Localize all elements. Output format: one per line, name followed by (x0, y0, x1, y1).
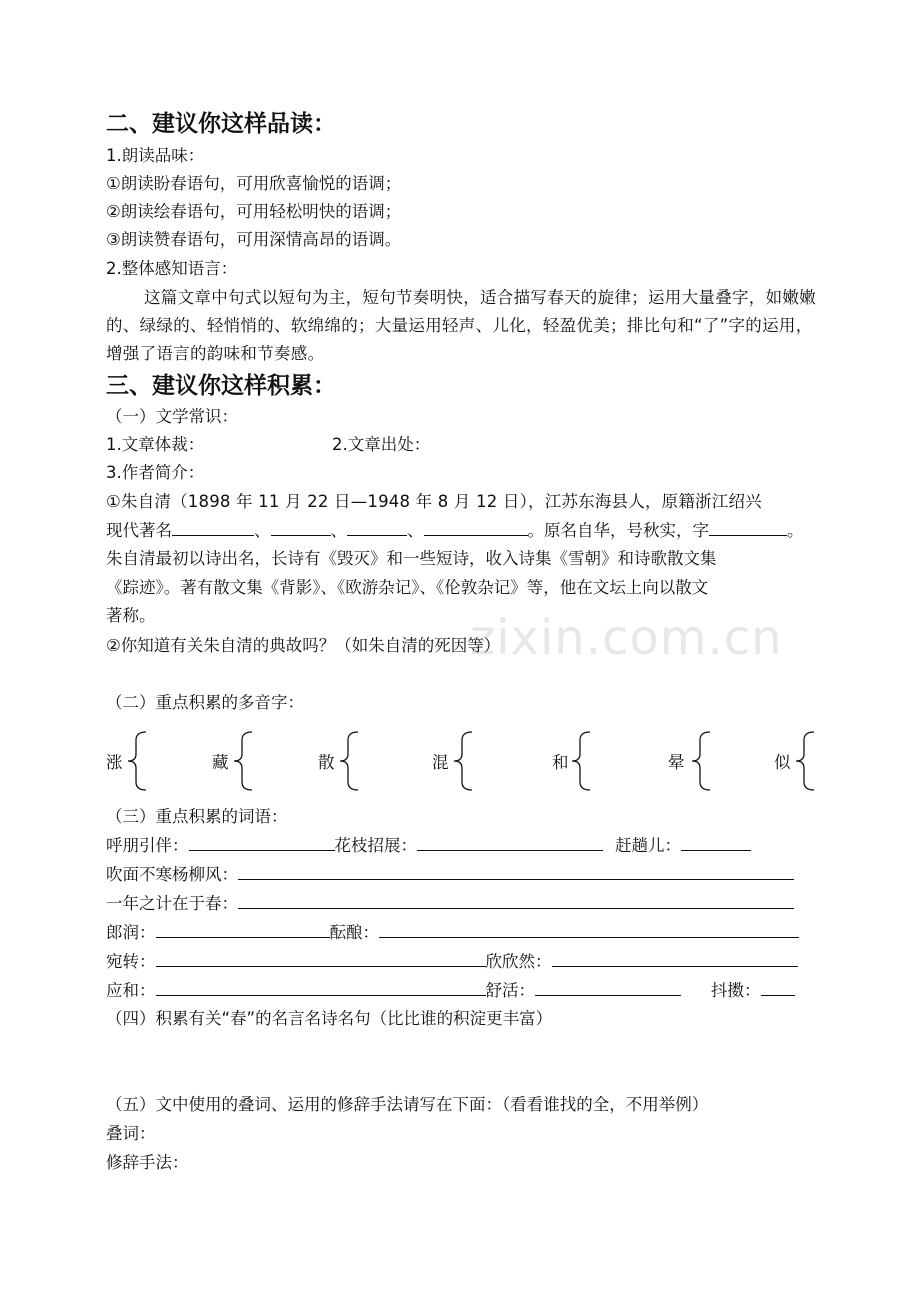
word-blank[interactable] (156, 948, 486, 967)
word-label: 呼朋引伴： (106, 836, 189, 855)
blank-courtesy-name[interactable] (709, 517, 787, 536)
reading-line-1: ①朗读盼春语句，可用欣喜愉悦的语调； (106, 174, 402, 193)
author-line-2-end: 。 (787, 521, 804, 540)
brace-icon (336, 730, 360, 792)
word-row-2 (106, 861, 794, 889)
sub-heading-rhetoric: （五）文中使用的叠词、运用的修辞手法请写在下面：（看看谁找的全，不用举例） (106, 1095, 709, 1114)
polyphone-char: 涨 (106, 753, 123, 772)
author-question: ②你知道有关朱自清的典故吗？（如朱自清的死因等） (106, 636, 501, 655)
word-label: 一年之计在于春： (106, 894, 238, 913)
polyphone-char: 晕 (668, 753, 685, 772)
word-blank[interactable] (535, 977, 681, 996)
word-label: 花枝招展： (334, 836, 417, 855)
watermark: zixin.com.cn (470, 610, 783, 666)
word-label: 宛转： (106, 952, 156, 971)
word-blank[interactable] (417, 832, 603, 851)
source-label: 2.文章出处： (332, 435, 431, 454)
word-label: 郎润： (106, 923, 156, 942)
word-blank[interactable] (761, 977, 795, 996)
author-line-1: ①朱自清（1898 年 11 月 22 日—1948 年 8 月 12 日），江苏东海县人，原籍浙江绍兴 (106, 492, 762, 511)
sub-heading-literature: （一）文学常识： (106, 407, 238, 426)
item-2-label: 2.整体感知语言： (106, 259, 238, 278)
word-row-1 (106, 832, 751, 860)
word-label: 应和： (106, 981, 156, 1000)
word-label: 酝酿： (329, 923, 379, 942)
word-blank[interactable] (156, 919, 330, 938)
polyphone-char: 似 (774, 753, 791, 772)
sub-heading-polyphones: （二）重点积累的多音字： (106, 693, 304, 712)
word-row-6 (106, 977, 795, 1005)
genre-label: 1.文章体裁： (106, 435, 205, 454)
reduplication-label: 叠词： (106, 1124, 156, 1143)
polyphone-char: 和 (552, 753, 569, 772)
word-row-3 (106, 890, 794, 918)
separator-3: 、 (407, 521, 424, 540)
word-row-5 (106, 948, 798, 976)
word-blank[interactable] (189, 832, 335, 851)
author-line-2-mid: 。原名自华，号秋实，字 (527, 521, 709, 540)
separator-1: 、 (254, 521, 271, 540)
polyphone-char: 混 (432, 753, 449, 772)
brace-icon (568, 730, 592, 792)
author-line-2-prefix: 现代著名 (106, 521, 172, 540)
sub-heading-quotes: （四）积累有关“春”的名言名诗名句（比比谁的积淀更丰富） (106, 1009, 553, 1028)
reading-line-3: ③朗读赞春语句，可用深情高昂的语调。 (106, 230, 402, 249)
author-line-2 (106, 517, 804, 545)
author-line-4: 《踪迹》。著有散文集《背影》、《欧游杂记》、《伦敦杂记》等，他在文坛上向以散文 (106, 578, 709, 597)
word-label: 抖擞： (711, 981, 761, 1000)
brace-icon (230, 730, 254, 792)
brace-icon (688, 730, 712, 792)
word-blank[interactable] (552, 948, 798, 967)
reading-line-2: ②朗读绘春语句，可用轻松明快的语调； (106, 202, 402, 221)
word-label: 欣欣然： (485, 952, 552, 971)
word-label: 赶趟儿： (615, 836, 681, 855)
sub-heading-words: （三）重点积累的词语： (106, 807, 288, 826)
separator-2: 、 (330, 521, 347, 540)
word-blank[interactable] (156, 977, 486, 996)
brace-icon (124, 730, 148, 792)
word-blank[interactable] (379, 919, 799, 938)
word-label: 吹面不寒杨柳风： (106, 865, 238, 884)
word-blank[interactable] (681, 832, 751, 851)
blank-identity-2[interactable] (271, 517, 331, 536)
brace-icon (450, 730, 474, 792)
section-3-heading: 三、建议你这样积累： (106, 373, 336, 399)
polyphone-char: 藏 (212, 753, 229, 772)
word-blank[interactable] (238, 861, 794, 880)
item-1-label: 1.朗读品味： (106, 146, 205, 165)
word-row-4 (106, 919, 799, 947)
blank-identity-3[interactable] (347, 517, 407, 536)
word-blank[interactable] (238, 890, 794, 909)
author-line-3: 朱自清最初以诗出名，长诗有《毁灭》和一些短诗，收入诗集《雪朝》和诗歌散文集 (106, 549, 717, 568)
polyphone-char: 散 (318, 753, 335, 772)
brace-icon (792, 730, 816, 792)
blank-identity-4[interactable] (424, 517, 528, 536)
word-label: 舒活： (485, 981, 535, 1000)
author-line-5: 著称。 (106, 606, 156, 625)
blank-identity-1[interactable] (172, 517, 254, 536)
rhetoric-label: 修辞手法： (106, 1153, 189, 1172)
language-paragraph: 这篇文章中句式以短句为主，短句节奏明快，适合描写春天的旋律；运用大量叠字，如嫩嫩的、绿绿的、轻悄悄的、软绵绵的；大量运用轻声、儿化，轻盈优美；排比句和“了”字的运用，增强了语言的韵味和节奏感。 (106, 288, 816, 363)
author-label: 3.作者简介： (106, 463, 205, 482)
section-2-heading: 二、建议你这样品读： (106, 111, 336, 137)
